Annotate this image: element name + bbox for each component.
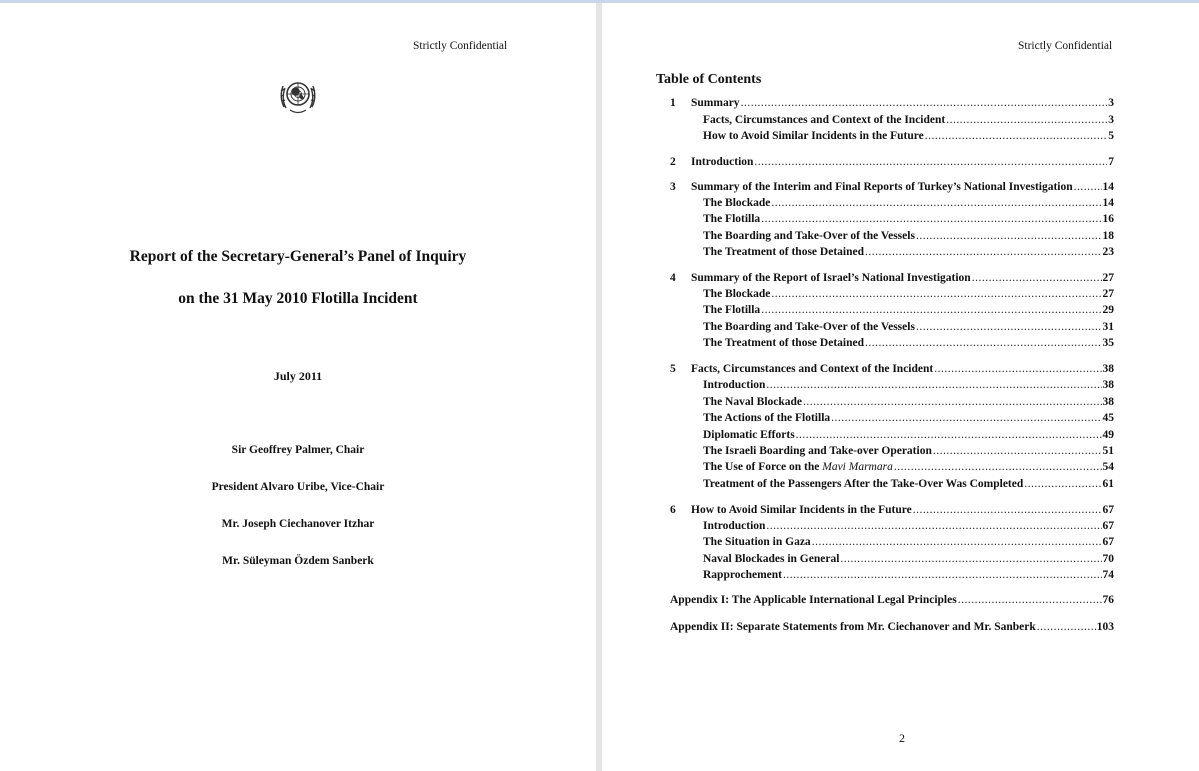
toc-entry-title: Introduction: [703, 520, 766, 532]
toc-entry[interactable]: [670, 504, 1114, 516]
toc-dot-leader: [934, 363, 1101, 375]
toc-page-number: 14: [1102, 181, 1114, 193]
toc-dot-leader: [796, 429, 1102, 441]
toc-entry[interactable]: [670, 156, 1114, 168]
toc-entry[interactable]: [703, 379, 1114, 391]
toc-dot-leader: [783, 569, 1101, 581]
toc-entry[interactable]: [703, 461, 1114, 473]
toc-dot-leader: [933, 445, 1102, 457]
report-date: July 2011: [273, 369, 323, 383]
table-of-contents: [602, 3, 1199, 771]
toc-entry[interactable]: [703, 230, 1114, 242]
toc-entry-title: The Flotilla: [703, 304, 761, 316]
toc-section-number: 5: [670, 363, 676, 375]
toc-entry-title: The Use of Force on the Mavi Marmara: [703, 461, 893, 473]
toc-page-number: 27: [1102, 288, 1114, 300]
toc-dot-leader: [812, 536, 1102, 548]
toc-entry-title: The Blockade: [703, 288, 771, 300]
toc-dot-leader: [771, 288, 1101, 300]
toc-page-number: 67: [1102, 520, 1114, 532]
toc-entry-title: How to Avoid Similar Incidents in the Future: [691, 504, 912, 516]
toc-entry-title: The Blockade: [703, 197, 771, 209]
toc-page-number: 35: [1102, 337, 1114, 349]
toc-entry-title: Appendix I: The Applicable International Legal Principles: [670, 594, 957, 606]
toc-entry[interactable]: [670, 363, 1114, 375]
toc-entry-title: The Israeli Boarding and Take-over Operation: [703, 445, 932, 457]
contents-page: [602, 3, 1199, 771]
toc-entry-title: Diplomatic Efforts: [703, 429, 795, 441]
toc-entry[interactable]: [703, 520, 1114, 532]
toc-page-number: 70: [1102, 553, 1114, 565]
toc-page-number: 27: [1102, 272, 1114, 284]
toc-heading: Table of Contents: [656, 72, 762, 87]
panel-member: Mr. Joseph Ciechanover Itzhar: [221, 518, 375, 530]
toc-dot-leader: [840, 553, 1101, 565]
toc-entry[interactable]: [670, 621, 1114, 633]
toc-entry-title: How to Avoid Similar Incidents in the Future: [703, 130, 924, 142]
toc-page-number: 67: [1102, 504, 1114, 516]
report-title-line-1: Report of the Secretary-General’s Panel of Inquiry: [129, 248, 467, 265]
toc-dot-leader: [761, 213, 1101, 225]
toc-section-number: 6: [670, 504, 676, 516]
toc-dot-leader: [741, 97, 1108, 109]
toc-dot-leader: [1037, 621, 1096, 633]
toc-entry-title: Introduction: [691, 156, 754, 168]
toc-page-number: 18: [1102, 230, 1114, 242]
toc-page-number: 3: [1108, 114, 1114, 126]
toc-page-number: 29: [1102, 304, 1114, 316]
confidential-header: Strictly Confidential: [413, 40, 508, 52]
toc-section-number: 4: [670, 272, 676, 284]
toc-page-number: 38: [1102, 379, 1114, 391]
panel-member: Sir Geoffrey Palmer, Chair: [231, 444, 365, 456]
toc-entry-title: The Actions of the Flotilla: [703, 412, 831, 424]
toc-entry-title: Appendix II: Separate Statements from Mr. Ciechanover and Mr. Sanberk: [670, 621, 1036, 633]
toc-entry[interactable]: [703, 304, 1114, 316]
toc-dot-leader: [766, 520, 1101, 532]
toc-entry[interactable]: [703, 197, 1114, 209]
toc-entry-title: The Flotilla: [703, 213, 761, 225]
toc-entry[interactable]: [703, 445, 1114, 457]
toc-entry-title: Facts, Circumstances and Context of the Incident: [703, 114, 946, 126]
toc-page-number: 54: [1102, 461, 1114, 473]
toc-entry[interactable]: [703, 337, 1114, 349]
toc-page-number: 45: [1102, 412, 1114, 424]
toc-entry-title: Summary of the Interim and Final Reports of Turkey’s National Investigation: [691, 181, 1073, 193]
toc-page-number: 67: [1102, 536, 1114, 548]
toc-entry-title: The Treatment of those Detained: [703, 337, 864, 349]
toc-entry[interactable]: [703, 429, 1114, 441]
toc-dot-leader: [766, 379, 1101, 391]
report-title-line-2: on the 31 May 2010 Flotilla Incident: [178, 290, 418, 307]
toc-entry[interactable]: [703, 396, 1114, 408]
toc-dot-leader: [916, 230, 1102, 242]
panel-member: Mr. Süleyman Özdem Sanberk: [222, 555, 374, 567]
toc-entry[interactable]: [670, 97, 1114, 109]
toc-entry-title: The Naval Blockade: [703, 396, 803, 408]
toc-entry[interactable]: [703, 213, 1114, 225]
toc-page-number: 76: [1102, 594, 1114, 606]
toc-entry[interactable]: [703, 288, 1114, 300]
toc-dot-leader: [865, 246, 1102, 258]
toc-page-number: 23: [1102, 246, 1114, 258]
toc-entry[interactable]: [703, 569, 1114, 581]
toc-section-number: 1: [670, 97, 676, 109]
toc-page-number: 14: [1102, 197, 1114, 209]
toc-entry[interactable]: [703, 478, 1114, 490]
toc-section-number: 3: [670, 181, 676, 193]
toc-entry-title: The Boarding and Take-Over of the Vessels: [703, 230, 915, 242]
toc-entry[interactable]: [703, 536, 1114, 548]
toc-page-number: 51: [1102, 445, 1114, 457]
toc-dot-leader: [894, 461, 1102, 473]
toc-page-number: 103: [1096, 621, 1114, 633]
panel-member: President Alvaro Uribe, Vice-Chair: [211, 481, 385, 493]
toc-section-number: 2: [670, 156, 676, 168]
toc-entry-title: The Situation in Gaza: [703, 536, 811, 548]
toc-entry[interactable]: [703, 130, 1114, 142]
toc-dot-leader: [761, 304, 1101, 316]
toc-page-number: 38: [1102, 363, 1114, 375]
toc-dot-leader: [1074, 181, 1102, 193]
toc-entry[interactable]: [670, 181, 1114, 193]
toc-page-number: 3: [1108, 97, 1114, 109]
toc-page-number: 38: [1102, 396, 1114, 408]
toc-entry-title: Summary: [691, 97, 740, 109]
toc-dot-leader: [803, 396, 1101, 408]
toc-entry-title: Facts, Circumstances and Context of the Incident: [691, 363, 934, 375]
toc-dot-leader: [972, 272, 1102, 284]
toc-entry[interactable]: [703, 553, 1114, 565]
toc-entry-title: Treatment of the Passengers After the Take-Over Was Completed: [703, 478, 1024, 490]
toc-dot-leader: [771, 197, 1101, 209]
toc-entry-title: Naval Blockades in General: [703, 553, 840, 565]
cover-page: [0, 3, 596, 771]
toc-dot-leader: [754, 156, 1107, 168]
toc-dot-leader: [913, 504, 1102, 516]
toc-entry[interactable]: [703, 246, 1114, 258]
toc-page-number: 61: [1102, 478, 1114, 490]
toc-dot-leader: [1024, 478, 1101, 490]
toc-dot-leader: [865, 337, 1102, 349]
toc-dot-leader: [958, 594, 1102, 606]
toc-entry-title: Introduction: [703, 379, 766, 391]
toc-entry[interactable]: [703, 114, 1114, 126]
un-emblem-icon: [276, 75, 320, 117]
toc-page-number: 5: [1108, 130, 1114, 142]
toc-page-number: 16: [1102, 213, 1114, 225]
toc-entry[interactable]: [703, 321, 1114, 333]
toc-page-number: 49: [1102, 429, 1114, 441]
toc-entry-title: The Treatment of those Detained: [703, 246, 864, 258]
toc-entry-title: Summary of the Report of Israel’s National Investigation: [691, 272, 971, 284]
toc-entry-italic: Mavi Marmara: [822, 461, 893, 473]
toc-page-number: 7: [1108, 156, 1114, 168]
toc-dot-leader: [831, 412, 1101, 424]
toc-entry[interactable]: [703, 412, 1114, 424]
toc-dot-leader: [925, 130, 1107, 142]
toc-page-number: 74: [1102, 569, 1114, 581]
confidential-header: Strictly Confidential: [1018, 40, 1113, 52]
toc-entry-title: Rapprochement: [703, 569, 783, 581]
toc-page-number: 31: [1102, 321, 1114, 333]
toc-entry-title: The Boarding and Take-Over of the Vessels: [703, 321, 915, 333]
toc-entry[interactable]: [670, 594, 1114, 606]
toc-dot-leader: [916, 321, 1102, 333]
page-number: 2: [899, 731, 905, 745]
toc-entry[interactable]: [670, 272, 1114, 284]
toc-dot-leader: [946, 114, 1107, 126]
